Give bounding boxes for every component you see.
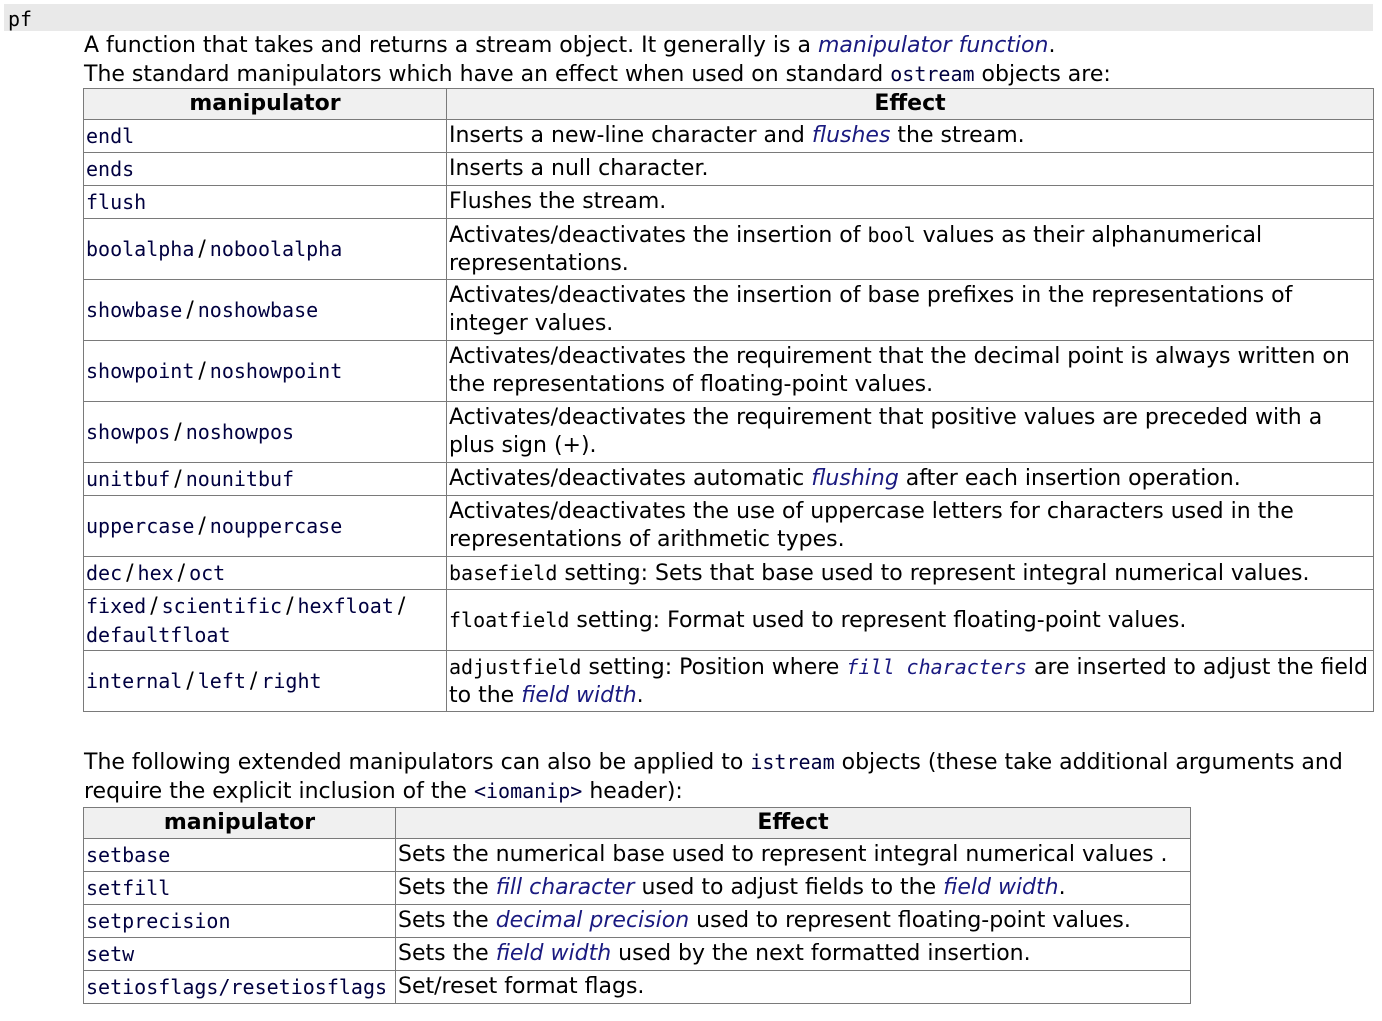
fill-character-link[interactable]: fill character bbox=[495, 875, 635, 900]
manipulator-cell: unitbuf / nounitbuf bbox=[84, 463, 447, 496]
table-row bbox=[84, 905, 1191, 938]
table-row bbox=[84, 463, 1374, 496]
showbase-link[interactable]: showbase bbox=[86, 297, 183, 322]
effect-cell: Sets the field width used by the next formatted insertion. bbox=[396, 938, 1191, 971]
column-header-manipulator: manipulator bbox=[84, 808, 396, 839]
table-row bbox=[84, 153, 1374, 186]
effect-cell: Sets the numerical base used to represent integral numerical values . bbox=[396, 839, 1191, 872]
table-row bbox=[84, 496, 1374, 557]
fill-characters-link[interactable]: fill characters bbox=[846, 654, 1027, 679]
extended-manipulators-table bbox=[83, 807, 1191, 1004]
setiosflags-link[interactable]: setiosflags/resetiosflags bbox=[86, 975, 388, 999]
table-row bbox=[84, 219, 1374, 280]
effect-cell: Activates/deactivates the insertion of base prefixes in the representations of integer values. bbox=[447, 280, 1374, 341]
effect-cell: Set/reset format flags. bbox=[396, 971, 1191, 1004]
effect-cell: floatfield setting: Format used to represent floating-point values. bbox=[447, 590, 1374, 651]
effect-cell: Flushes the stream. bbox=[447, 186, 1374, 219]
hex-link[interactable]: hex bbox=[137, 560, 174, 585]
column-header-effect: Effect bbox=[396, 808, 1191, 839]
table-row bbox=[84, 590, 1374, 651]
manipulator-cell bbox=[84, 938, 396, 971]
table-row bbox=[84, 971, 1191, 1004]
manipulator-cell bbox=[84, 839, 396, 872]
table-row bbox=[84, 872, 1191, 905]
field-width-link[interactable]: field width bbox=[495, 941, 612, 966]
table-header-row bbox=[84, 808, 1191, 839]
effect-cell: adjustfield setting: Position where fill characters are inserted to adjust the field to the field width. bbox=[447, 651, 1374, 712]
table-row bbox=[84, 402, 1374, 463]
effect-cell: Inserts a null character. bbox=[447, 153, 1374, 186]
table-row bbox=[84, 186, 1374, 219]
setprecision-link[interactable]: setprecision bbox=[86, 909, 231, 933]
manipulator-cell: showbase / noshowbase bbox=[84, 280, 447, 341]
manipulator-cell bbox=[84, 153, 447, 186]
effect-cell: Activates/deactivates the insertion of bool values as their alphanumerical representations. bbox=[447, 219, 1374, 280]
showpos-link[interactable]: showpos bbox=[86, 419, 171, 444]
oct-link[interactable]: oct bbox=[189, 560, 226, 585]
definition-description bbox=[84, 32, 1372, 89]
definition-term: pf bbox=[4, 4, 1373, 31]
ends-link[interactable]: ends bbox=[86, 157, 135, 181]
manipulator-function-link[interactable]: manipulator function bbox=[817, 33, 1049, 58]
showpoint-link[interactable]: showpoint bbox=[86, 358, 195, 383]
defaultfloat-link[interactable]: defaultfloat bbox=[86, 622, 231, 647]
table-row bbox=[84, 280, 1374, 341]
effect-cell: Activates/deactivates automatic flushing after each insertion operation. bbox=[447, 463, 1374, 496]
effect-cell: Activates/deactivates the use of uppercase letters for characters used in the representations of arithmetic types. bbox=[447, 496, 1374, 557]
manipulator-cell: showpoint / noshowpoint bbox=[84, 341, 447, 402]
scientific-link[interactable]: scientific bbox=[161, 593, 283, 618]
manipulator-cell: internal / left / right bbox=[84, 651, 447, 712]
ostream-link[interactable]: ostream bbox=[890, 62, 975, 86]
boolalpha-link[interactable]: boolalpha bbox=[86, 236, 195, 261]
table-row bbox=[84, 651, 1374, 712]
effect-cell: Sets the fill character used to adjust fields to the field width. bbox=[396, 872, 1191, 905]
effect-cell: Activates/deactivates the requirement that positive values are preceded with a plus sign (+). bbox=[447, 402, 1374, 463]
manipulator-cell bbox=[84, 120, 447, 153]
column-header-effect: Effect bbox=[447, 89, 1374, 120]
column-header-manipulator: manipulator bbox=[84, 89, 447, 120]
internal-link[interactable]: internal bbox=[86, 668, 183, 693]
intro-line-1: A function that takes and returns a stream object. It generally is a manipulator function. bbox=[84, 33, 1056, 58]
endl-link[interactable]: endl bbox=[86, 124, 135, 148]
field-width-link[interactable]: field width bbox=[943, 875, 1059, 900]
dec-link[interactable]: dec bbox=[86, 560, 123, 585]
left-link[interactable]: left bbox=[197, 668, 246, 693]
flush-link[interactable]: flush bbox=[86, 190, 147, 214]
noboolalpha-link[interactable]: noboolalpha bbox=[209, 236, 343, 261]
table-row bbox=[84, 557, 1374, 590]
unitbuf-link[interactable]: unitbuf bbox=[86, 466, 171, 491]
field-width-link[interactable]: field width bbox=[521, 682, 637, 708]
effect-cell: basefield setting: Sets that base used to represent integral numerical values. bbox=[447, 557, 1374, 590]
iomanip-link[interactable]: <iomanip> bbox=[473, 779, 583, 803]
setbase-link[interactable]: setbase bbox=[86, 843, 171, 867]
setw-link[interactable]: setw bbox=[86, 942, 135, 966]
fixed-link[interactable]: fixed bbox=[86, 593, 147, 618]
manipulator-cell bbox=[84, 186, 447, 219]
table-row bbox=[84, 341, 1374, 402]
uppercase-link[interactable]: uppercase bbox=[86, 513, 195, 538]
manipulator-cell bbox=[84, 971, 396, 1004]
manipulator-cell: boolalpha / noboolalpha bbox=[84, 219, 447, 280]
table-row bbox=[84, 938, 1191, 971]
intro-line-2: The standard manipulators which have an effect when used on standard ostream objects are: bbox=[84, 62, 1111, 87]
manipulator-cell: dec / hex / oct bbox=[84, 557, 447, 590]
table-row bbox=[84, 839, 1191, 872]
manipulator-cell bbox=[84, 872, 396, 905]
effect-cell: Inserts a new-line character and flushes the stream. bbox=[447, 120, 1374, 153]
flushes-link[interactable]: flushes bbox=[811, 123, 891, 148]
noshowbase-link[interactable]: noshowbase bbox=[197, 297, 319, 322]
manipulator-cell: fixed / scientific / hexfloat / defaultfloat bbox=[84, 590, 447, 651]
istream-link[interactable]: istream bbox=[750, 750, 835, 774]
effect-cell: Sets the decimal precision used to represent floating-point values. bbox=[396, 905, 1191, 938]
table-row bbox=[84, 120, 1374, 153]
manipulator-cell: showpos / noshowpos bbox=[84, 402, 447, 463]
nounitbuf-link[interactable]: nounitbuf bbox=[185, 466, 295, 491]
manipulator-cell: uppercase / nouppercase bbox=[84, 496, 447, 557]
setfill-link[interactable]: setfill bbox=[86, 876, 171, 900]
nouppercase-link[interactable]: nouppercase bbox=[209, 513, 343, 538]
standard-manipulators-table bbox=[83, 88, 1374, 712]
flushing-link[interactable]: flushing bbox=[811, 466, 899, 491]
table-header-row bbox=[84, 89, 1374, 120]
noshowpos-link[interactable]: noshowpos bbox=[185, 419, 295, 444]
extended-manipulators-paragraph: The following extended manipulators can also be applied to istream objects (these take additional arguments and require the explicit inclusion of the <iomanip> header): bbox=[84, 750, 1343, 804]
decimal-precision-link[interactable]: decimal precision bbox=[495, 908, 690, 933]
effect-cell: Activates/deactivates the requirement that the decimal point is always written on the representations of floating-point values. bbox=[447, 341, 1374, 402]
hexfloat-link[interactable]: hexfloat bbox=[297, 593, 394, 618]
right-link[interactable]: right bbox=[261, 668, 322, 693]
manipulator-cell bbox=[84, 905, 396, 938]
noshowpoint-link[interactable]: noshowpoint bbox=[209, 358, 343, 383]
